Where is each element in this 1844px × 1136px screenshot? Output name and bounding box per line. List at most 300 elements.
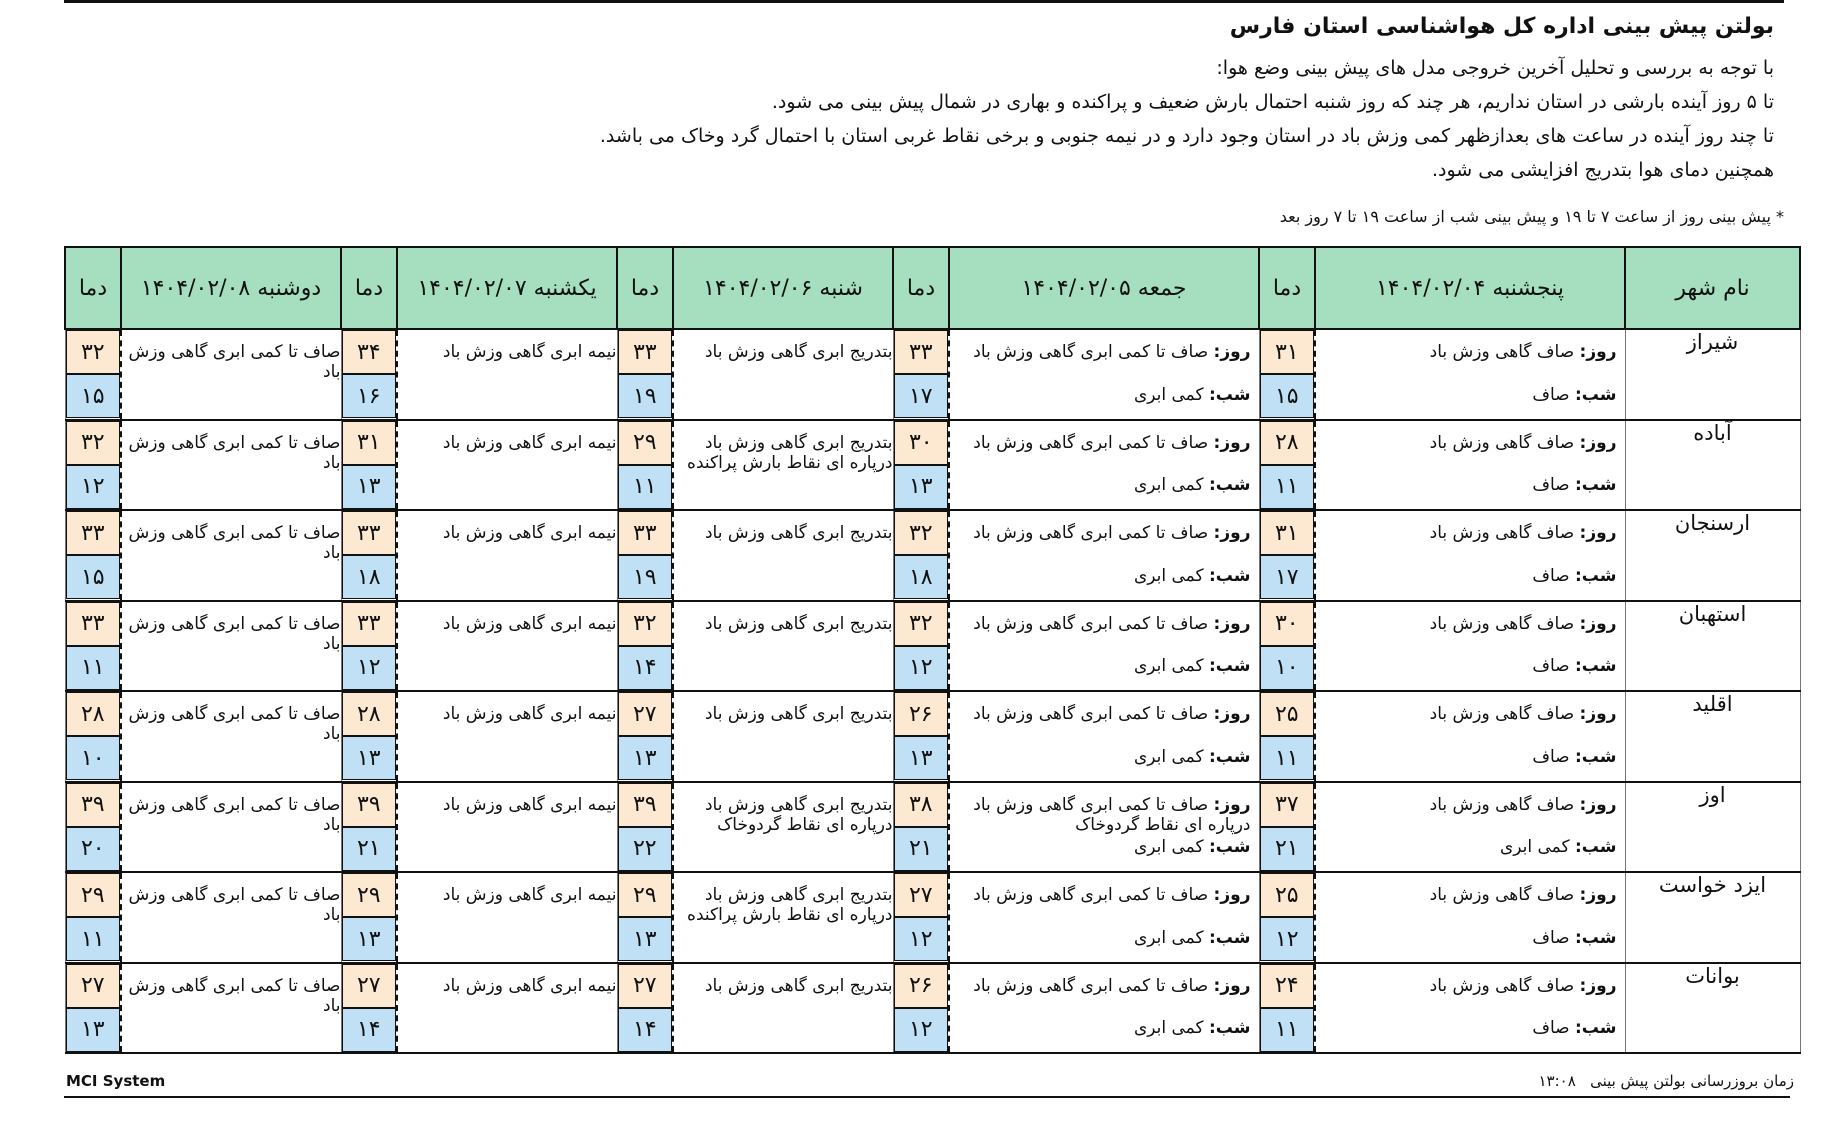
night-condition: کمی ابری (1133, 475, 1204, 495)
forecast-cell (1315, 601, 1625, 692)
bulletin-text (64, 14, 1774, 187)
temp-cell (65, 601, 121, 692)
bulletin-line: با توجه به بررسی و تحلیل آخرین خروجی مدل های پیش بینی وضع هوا: (1216, 57, 1774, 79)
max-temp: ۲۵ (1260, 692, 1315, 736)
day-forecast (958, 976, 1251, 996)
min-temp: ۱۸ (894, 555, 949, 599)
max-temp: ۲۹ (618, 421, 673, 465)
min-temp: ۱۲ (894, 646, 949, 690)
night-label: شب: (1574, 656, 1617, 676)
forecast-cell (121, 872, 341, 963)
city-header: نام شهر (1625, 247, 1800, 329)
min-temp: ۱۰ (1260, 646, 1315, 690)
min-temp: ۱۱ (1260, 465, 1315, 509)
night-condition: صاف (1532, 746, 1570, 767)
max-temp: ۲۷ (342, 964, 397, 1008)
day-label: روز: (1213, 704, 1251, 724)
day-header: جمعه ۱۴۰۴/۰۲/۰۵ (949, 247, 1259, 329)
min-temp: ۲۱ (342, 827, 397, 871)
condition-text: بتدریج ابری گاهی وزش باد درپاره ای نقاط گردوخاک (704, 794, 893, 835)
forecast-cell (673, 782, 893, 873)
night-forecast (958, 1018, 1251, 1038)
night-condition: کمی ابری (1133, 565, 1204, 586)
min-temp: ۱۸ (342, 555, 397, 599)
forecast-cell (121, 963, 341, 1054)
day-condition: صاف گاهی وزش باد (1429, 975, 1575, 996)
forecast-cell (673, 420, 893, 511)
condition-text: صاف تا کمی ابری گاهی وزش باد (128, 342, 341, 382)
night-forecast (958, 475, 1251, 495)
night-forecast (958, 747, 1251, 767)
day-label: روز: (1213, 885, 1251, 905)
forecast-cell (673, 510, 893, 601)
forecast-cell (397, 420, 617, 511)
min-temp: ۱۳ (894, 736, 949, 780)
night-condition: کمی ابری (1133, 927, 1204, 948)
forecast-cell (1315, 420, 1625, 511)
night-forecast (958, 566, 1251, 586)
day-forecast (1324, 614, 1617, 634)
condition-text: بتدریج ابری گاهی وزش باد درپاره ای نقاط بارش پراکنده (687, 885, 893, 925)
day-label: روز: (1579, 342, 1617, 362)
max-temp: ۳۹ (342, 783, 397, 827)
min-temp: ۱۱ (66, 917, 121, 961)
forecast-cell (673, 691, 893, 782)
condition-text: بتدریج ابری گاهی وزش باد (704, 342, 893, 362)
forecast-cell (673, 601, 893, 692)
max-temp: ۲۷ (894, 873, 949, 917)
condition-text: نیمه ابری گاهی وزش باد (442, 704, 617, 724)
night-forecast (1324, 1018, 1617, 1038)
night-label: شب: (1208, 837, 1251, 857)
day-forecast (1324, 433, 1617, 453)
max-temp: ۳۹ (66, 783, 121, 827)
max-temp: ۳۲ (618, 602, 673, 646)
forecast-cell (1315, 691, 1625, 782)
night-condition: صاف (1532, 475, 1570, 495)
night-label: شب: (1574, 746, 1617, 767)
condition-text: بتدریج ابری گاهی وزش باد (704, 704, 893, 724)
min-temp: ۱۵ (66, 555, 121, 599)
condition-text: نیمه ابری گاهی وزش باد (442, 342, 617, 362)
condition-text: صاف تا کمی ابری گاهی وزش باد (128, 794, 341, 835)
temp-cell (341, 963, 397, 1054)
day-forecast (1324, 885, 1617, 905)
forecast-cell (949, 329, 1259, 420)
max-temp: ۳۲ (66, 421, 121, 465)
max-temp: ۲۸ (342, 692, 397, 736)
temp-cell (341, 872, 397, 963)
max-temp: ۲۶ (894, 692, 949, 736)
min-temp: ۱۳ (618, 736, 673, 780)
day-condition: صاف گاهی وزش باد (1429, 523, 1575, 543)
max-temp: ۳۱ (1260, 511, 1315, 555)
forecast-cell (121, 510, 341, 601)
night-label: شب: (1208, 927, 1251, 948)
max-temp: ۲۷ (66, 964, 121, 1008)
night-forecast (958, 928, 1251, 948)
day-forecast (1324, 342, 1617, 362)
table-row (65, 510, 1800, 601)
forecast-cell (949, 420, 1259, 511)
condition-text: بتدریج ابری گاهی وزش باد (704, 975, 893, 996)
night-label: شب: (1208, 565, 1251, 586)
min-temp: ۱۳ (342, 917, 397, 961)
forecast-cell (949, 963, 1259, 1054)
temp-cell (617, 510, 673, 601)
temp-cell (893, 963, 949, 1054)
condition-text: بتدریج ابری گاهی وزش باد (704, 613, 893, 634)
min-temp: ۲۰ (66, 827, 121, 871)
forecast-cell (1315, 510, 1625, 601)
max-temp: ۲۵ (1260, 873, 1315, 917)
table-row (65, 872, 1800, 963)
night-forecast (958, 837, 1251, 857)
table-row (65, 601, 1800, 692)
forecast-note: * پیش بینی روز از ساعت ۷ تا ۱۹ و پیش بینی شب از ساعت ۱۹ تا ۷ روز بعد (1279, 207, 1784, 226)
min-temp: ۱۴ (342, 1008, 397, 1052)
max-temp: ۳۳ (618, 330, 673, 374)
night-label: شب: (1574, 475, 1617, 495)
bulletin-line: تا چند روز آینده در ساعت های بعدازظهر کمی وزش باد در استان وجود دارد و در نیمه جنوبی و برخی نقاط غربی استان با احتمال گرد وخاک می باشد. (599, 125, 1774, 147)
city-name: بوانات (1625, 963, 1800, 1054)
min-temp: ۱۲ (342, 646, 397, 690)
temp-cell (1259, 601, 1315, 692)
forecast-cell (673, 963, 893, 1054)
day-forecast (958, 704, 1251, 724)
night-condition: صاف (1532, 565, 1570, 586)
night-forecast (1324, 475, 1617, 495)
day-label: روز: (1579, 613, 1617, 634)
night-label: شب: (1208, 384, 1251, 405)
day-condition: صاف تا کمی ابری گاهی وزش باد (973, 704, 1209, 724)
city-name: ایزد خواست (1625, 872, 1800, 963)
condition-text: بتدریج ابری گاهی وزش باد درپاره ای نقاط بارش پراکنده (687, 432, 893, 473)
night-condition: صاف (1532, 1018, 1570, 1038)
min-temp: ۱۳ (66, 1008, 121, 1052)
top-rule (64, 0, 1784, 3)
table-row (65, 782, 1800, 873)
condition-text: صاف تا کمی ابری گاهی وزش باد (128, 432, 341, 473)
min-temp: ۲۱ (894, 827, 949, 871)
condition-text: نیمه ابری گاهی وزش باد (442, 523, 617, 543)
max-temp: ۳۳ (66, 511, 121, 555)
night-condition: صاف (1532, 384, 1570, 405)
temp-cell (65, 782, 121, 873)
temp-cell (341, 782, 397, 873)
min-temp: ۲۱ (1260, 827, 1315, 871)
forecast-cell (121, 782, 341, 873)
city-name: اقلید (1625, 691, 1800, 782)
max-temp: ۲۸ (66, 692, 121, 736)
temp-cell (617, 963, 673, 1054)
bulletin-line: همچنین دمای هوا بتدریج افزایشی می شود. (1431, 159, 1774, 181)
day-forecast (1324, 523, 1617, 543)
min-temp: ۱۱ (66, 646, 121, 690)
night-forecast (1324, 566, 1617, 586)
day-label: روز: (1579, 523, 1617, 543)
min-temp: ۱۰ (66, 736, 121, 780)
night-label: شب: (1574, 384, 1617, 405)
city-name: آباده (1625, 420, 1800, 511)
min-temp: ۱۹ (618, 374, 673, 418)
bulletin-title: بولتن پیش بینی اداره کل هواشناسی استان فارس (1229, 14, 1774, 39)
night-label: شب: (1208, 746, 1251, 767)
temp-cell (1259, 420, 1315, 511)
day-condition: صاف تا کمی ابری گاهی وزش باد درپاره ای نقاط گردوخاک (973, 794, 1251, 835)
min-temp: ۱۲ (1260, 917, 1315, 961)
temp-cell (65, 420, 121, 511)
max-temp: ۳۸ (894, 783, 949, 827)
night-forecast (958, 656, 1251, 676)
day-forecast (958, 433, 1251, 453)
max-temp: ۳۷ (1260, 783, 1315, 827)
forecast-cell (397, 601, 617, 692)
temp-cell (65, 872, 121, 963)
temp-cell (617, 420, 673, 511)
day-label: روز: (1579, 885, 1617, 905)
day-condition: صاف گاهی وزش باد (1429, 342, 1575, 362)
day-condition: صاف تا کمی ابری گاهی وزش باد (973, 885, 1209, 905)
day-label: روز: (1579, 794, 1617, 815)
night-condition: کمی ابری (1133, 1018, 1204, 1038)
temp-cell (341, 691, 397, 782)
day-condition: صاف تا کمی ابری گاهی وزش باد (973, 523, 1209, 543)
temp-cell (617, 329, 673, 420)
day-label: روز: (1213, 432, 1251, 453)
city-name: شیراز (1625, 329, 1800, 420)
night-forecast (1324, 385, 1617, 405)
temp-header: دما (1259, 247, 1315, 329)
night-label: شب: (1208, 656, 1251, 676)
day-forecast (958, 885, 1251, 905)
forecast-cell (1315, 872, 1625, 963)
day-condition: صاف تا کمی ابری گاهی وزش باد (973, 613, 1209, 634)
condition-text: بتدریج ابری گاهی وزش باد (704, 523, 893, 543)
condition-text: صاف تا کمی ابری گاهی وزش باد (128, 885, 341, 925)
condition-text: صاف تا کمی ابری گاهی وزش باد (128, 613, 341, 654)
day-label: روز: (1213, 523, 1251, 543)
day-condition: صاف گاهی وزش باد (1429, 613, 1575, 634)
day-label: روز: (1579, 432, 1617, 453)
day-forecast (1324, 704, 1617, 724)
day-forecast (958, 614, 1251, 634)
night-condition: صاف (1532, 656, 1570, 676)
min-temp: ۱۳ (342, 736, 397, 780)
day-forecast (958, 523, 1251, 543)
temp-header: دما (617, 247, 673, 329)
day-condition: صاف گاهی وزش باد (1429, 794, 1575, 815)
min-temp: ۱۱ (1260, 736, 1315, 780)
night-forecast (1324, 837, 1617, 857)
forecast-cell (673, 872, 893, 963)
night-label: شب: (1574, 837, 1617, 857)
day-header: پنجشنبه ۱۴۰۴/۰۲/۰۴ (1315, 247, 1625, 329)
day-condition: صاف گاهی وزش باد (1429, 432, 1575, 453)
day-header: دوشنبه ۱۴۰۴/۰۲/۰۸ (121, 247, 341, 329)
forecast-cell (121, 691, 341, 782)
day-forecast (1324, 976, 1617, 996)
temp-header: دما (341, 247, 397, 329)
min-temp: ۱۴ (618, 646, 673, 690)
bottom-rule (64, 1096, 1790, 1098)
forecast-cell (1315, 329, 1625, 420)
temp-cell (341, 601, 397, 692)
max-temp: ۳۳ (342, 602, 397, 646)
min-temp: ۱۲ (894, 1008, 949, 1052)
max-temp: ۳۹ (618, 783, 673, 827)
day-label: روز: (1579, 975, 1617, 996)
table-header-row (65, 247, 1800, 329)
day-label: روز: (1213, 975, 1251, 996)
forecast-cell (1315, 963, 1625, 1054)
max-temp: ۲۴ (1260, 964, 1315, 1008)
condition-text: نیمه ابری گاهی وزش باد (442, 975, 617, 996)
forecast-cell (397, 329, 617, 420)
temp-cell (341, 420, 397, 511)
max-temp: ۲۷ (618, 692, 673, 736)
night-condition: صاف (1532, 927, 1570, 948)
day-condition: صاف گاهی وزش باد (1429, 885, 1575, 905)
temp-cell (1259, 872, 1315, 963)
temp-cell (893, 420, 949, 511)
min-temp: ۱۱ (1260, 1008, 1315, 1052)
night-label: شب: (1574, 927, 1617, 948)
forecast-cell (397, 782, 617, 873)
day-condition: صاف تا کمی ابری گاهی وزش باد (973, 975, 1209, 996)
min-temp: ۱۳ (342, 465, 397, 509)
table-row (65, 420, 1800, 511)
temp-header: دما (893, 247, 949, 329)
day-label: روز: (1213, 794, 1251, 815)
forecast-cell (121, 329, 341, 420)
temp-cell (893, 782, 949, 873)
temp-cell (65, 329, 121, 420)
min-temp: ۱۶ (342, 374, 397, 418)
city-name: اوز (1625, 782, 1800, 873)
forecast-cell (949, 872, 1259, 963)
max-temp: ۲۷ (618, 964, 673, 1008)
temp-cell (1259, 963, 1315, 1054)
temp-cell (65, 691, 121, 782)
system-name: MCI System (66, 1072, 166, 1090)
day-label: روز: (1579, 704, 1617, 724)
temp-cell (893, 691, 949, 782)
night-forecast (1324, 928, 1617, 948)
night-condition: کمی ابری (1133, 384, 1204, 405)
max-temp: ۲۸ (1260, 421, 1315, 465)
condition-text: نیمه ابری گاهی وزش باد (442, 613, 617, 634)
night-condition: کمی ابری (1499, 837, 1570, 857)
min-temp: ۱۱ (618, 465, 673, 509)
night-forecast (958, 385, 1251, 405)
temp-cell (617, 782, 673, 873)
day-condition: صاف گاهی وزش باد (1429, 704, 1575, 724)
max-temp: ۳۰ (894, 421, 949, 465)
max-temp: ۳۰ (1260, 602, 1315, 646)
forecast-cell (121, 420, 341, 511)
temp-cell (1259, 510, 1315, 601)
night-label: شب: (1208, 475, 1251, 495)
temp-cell (1259, 782, 1315, 873)
night-forecast (1324, 747, 1617, 767)
night-condition: کمی ابری (1133, 656, 1204, 676)
min-temp: ۱۹ (618, 555, 673, 599)
temp-cell (893, 601, 949, 692)
temp-cell (1259, 691, 1315, 782)
update-time: ۱۳:۰۸ (1538, 1072, 1576, 1090)
condition-text: صاف تا کمی ابری گاهی وزش باد (128, 523, 341, 563)
update-label: زمان بروزرسانی بولتن پیش بینی (1590, 1072, 1794, 1090)
condition-text: نیمه ابری گاهی وزش باد (442, 432, 617, 453)
temp-cell (617, 691, 673, 782)
temp-cell (65, 510, 121, 601)
night-label: شب: (1574, 1018, 1617, 1038)
forecast-cell (121, 601, 341, 692)
min-temp: ۱۲ (894, 917, 949, 961)
max-temp: ۳۲ (894, 511, 949, 555)
min-temp: ۱۴ (618, 1008, 673, 1052)
forecast-cell (949, 782, 1259, 873)
max-temp: ۲۶ (894, 964, 949, 1008)
city-name: استهبان (1625, 601, 1800, 692)
table-row (65, 691, 1800, 782)
temp-cell (341, 510, 397, 601)
temp-cell (65, 963, 121, 1054)
forecast-cell (949, 601, 1259, 692)
min-temp: ۱۷ (894, 374, 949, 418)
temp-cell (893, 872, 949, 963)
min-temp: ۱۳ (894, 465, 949, 509)
min-temp: ۱۵ (66, 374, 121, 418)
min-temp: ۱۳ (618, 917, 673, 961)
max-temp: ۳۳ (618, 511, 673, 555)
forecast-cell (397, 872, 617, 963)
day-header: شنبه ۱۴۰۴/۰۲/۰۶ (673, 247, 893, 329)
forecast-cell (397, 691, 617, 782)
table-row (65, 963, 1800, 1054)
max-temp: ۳۳ (342, 511, 397, 555)
day-condition: صاف تا کمی ابری گاهی وزش باد (973, 342, 1209, 362)
max-temp: ۳۲ (894, 602, 949, 646)
temp-header: دما (65, 247, 121, 329)
temp-cell (617, 872, 673, 963)
condition-text: نیمه ابری گاهی وزش باد (442, 794, 617, 815)
max-temp: ۳۳ (894, 330, 949, 374)
max-temp: ۲۹ (342, 873, 397, 917)
night-label: شب: (1208, 1018, 1251, 1038)
max-temp: ۳۱ (1260, 330, 1315, 374)
forecast-cell (673, 329, 893, 420)
condition-text: نیمه ابری گاهی وزش باد (442, 885, 617, 905)
condition-text: صاف تا کمی ابری گاهی وزش باد (128, 704, 341, 744)
day-label: روز: (1213, 342, 1251, 362)
forecast-cell (1315, 782, 1625, 873)
day-condition: صاف تا کمی ابری گاهی وزش باد (973, 432, 1209, 453)
day-forecast (958, 342, 1251, 362)
max-temp: ۲۹ (618, 873, 673, 917)
forecast-table (64, 246, 1801, 1054)
temp-cell (1259, 329, 1315, 420)
night-label: شب: (1574, 565, 1617, 586)
max-temp: ۲۹ (66, 873, 121, 917)
forecast-cell (397, 510, 617, 601)
forecast-cell (397, 963, 617, 1054)
max-temp: ۳۴ (342, 330, 397, 374)
day-forecast (958, 795, 1251, 835)
temp-cell (893, 329, 949, 420)
day-label: روز: (1213, 613, 1251, 634)
